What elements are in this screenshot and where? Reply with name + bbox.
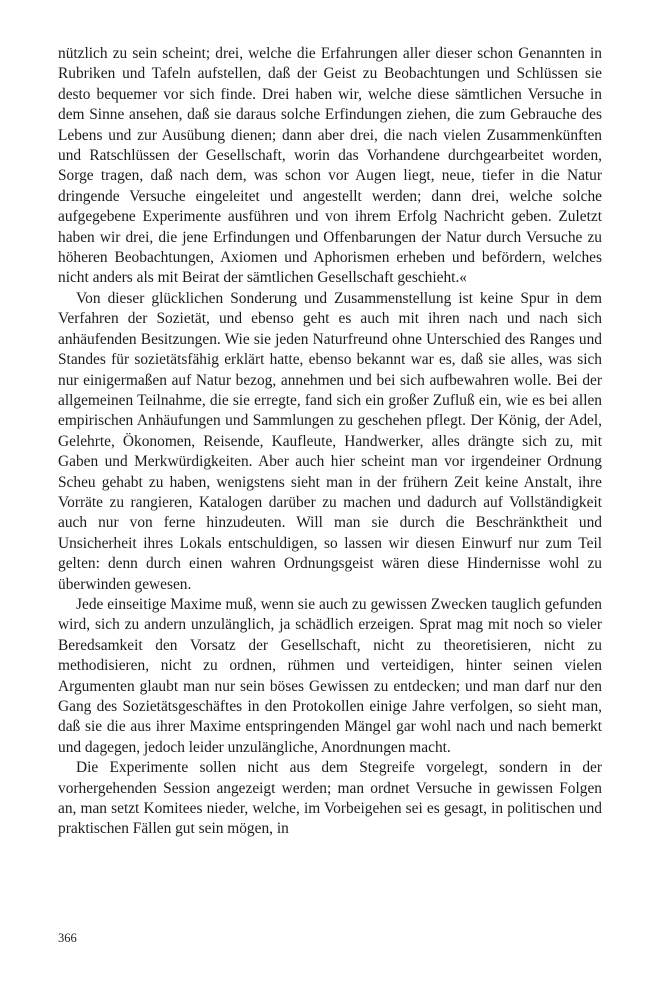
paragraph-4: Die Experimente sollen nicht aus dem Stegreife vorgelegt, sondern in der vorhergehenden Session angezeigt werden; man ordnet Versuche in gewissen Folgen an, man setzt Komitees nieder, welche, im Vorbeigehen sei es gesagt, in politischen und praktischen Fällen gut sein mögen, in	[58, 759, 602, 838]
paragraph-1: nützlich zu sein scheint; drei, welche die Erfahrungen aller dieser schon Genannten in Rubriken und Tafeln aufstellen, daß der Geist zu Beobachtungen und Schlüssen sie desto bequemer vor sich finde. Drei haben wir, welche diese sämtlichen Versuche in dem Sinne ansehen, daß sie daraus solche Erfindungen ziehen, die zum Gebrauche des Lebens und zur Ausübung dienen; dann aber drei, die nach vielen Zusammenkünften und Ratschlüssen der Gesellschaft, worin das Vorhandene durchgearbeitet worden, Sorge tragen, daß nach dem, was schon vor Augen liegt, neue, tiefer in die Natur dringende Versuche eingeleitet und angestellt werden; dann drei, welche solche aufgegebene Experimente ausführen und von ihrem Erfolg Nachricht geben. Zuletzt haben wir drei, die jene Erfindungen und Offenbarungen der Natur durch Versuche zu höheren Beobachtungen, Axiomen und Aphorismen erheben und befördern, welches nicht anders als mit Beirat der sämtlichen Gesellschaft geschieht.«	[58, 45, 602, 287]
paragraph-3: Jede einseitige Maxime muß, wenn sie auch zu gewissen Zwecken tauglich gefunden wird, sich zu andern unzulänglich, ja schädlich erzeigen. Sprat mag mit noch so vieler Beredsamkeit den Vorsatz der Gesellschaft, nicht zu theoretisieren, nicht zu methodisieren, nicht zu ordnen, rühmen und verteidigen, hinter seinen vielen Argumenten glaubt man nur sein böses Gewissen zu entdecken; und man darf nur den Gang des Sozietätsgeschäftes in den Protokollen einige Jahre verfolgen, so sieht man, daß sie die aus ihrer Maxime entspringenden Mängel gar wohl nach und nach bemerkt und dagegen, jedoch leider unzulängliche, Anordnungen macht.	[58, 595, 602, 756]
paragraph-2: Von dieser glücklichen Sonderung und Zusammenstellung ist keine Spur in dem Verfahren der Sozietät, und ebenso geht es auch mit ihren nach und nach sich anhäufenden Besitzungen. Wie sie jeden Naturfreund ohne Unterschied des Ranges und Standes für sozietätsfähig erklärt hatte, ebenso bekannt war es, daß sie alles, was sich nur einigermaßen auf Natur bezog, annehmen und bei sich aufbewahren wolle. Bei der allgemeinen Teilnahme, die sie erregte, fand sich ein großer Zufluß ein, wie es bei allen empirischen Anhäufungen und Sammlungen zu geschehen pflegt. Der König, der Adel, Gelehrte, Ökonomen, Reisende, Kaufleute, Handwerker, alles drängte sich zu, mit Gaben und Merkwürdigkeiten. Aber auch hier scheint man vor irgendeiner Ordnung Scheu gehabt zu haben, wenigstens sieht man in der frühern Zeit keine Anstalt, ihre Vorräte zu rangieren, Katalogen darüber zu machen und dadurch auf Vollständigkeit auch nur von ferne hinzudeuten. Will man sie durch die Beschränktheit und Unsicherheit ihres Lokals entschuldigen, so lassen wir diesen Einwurf nur zum Teil gelten: denn durch einen wahren Ordnungsgeist wären diese Hindernisse wohl zu überwinden gewesen.	[58, 289, 602, 593]
page-body	[58, 44, 602, 840]
page-number: 366	[58, 931, 77, 945]
